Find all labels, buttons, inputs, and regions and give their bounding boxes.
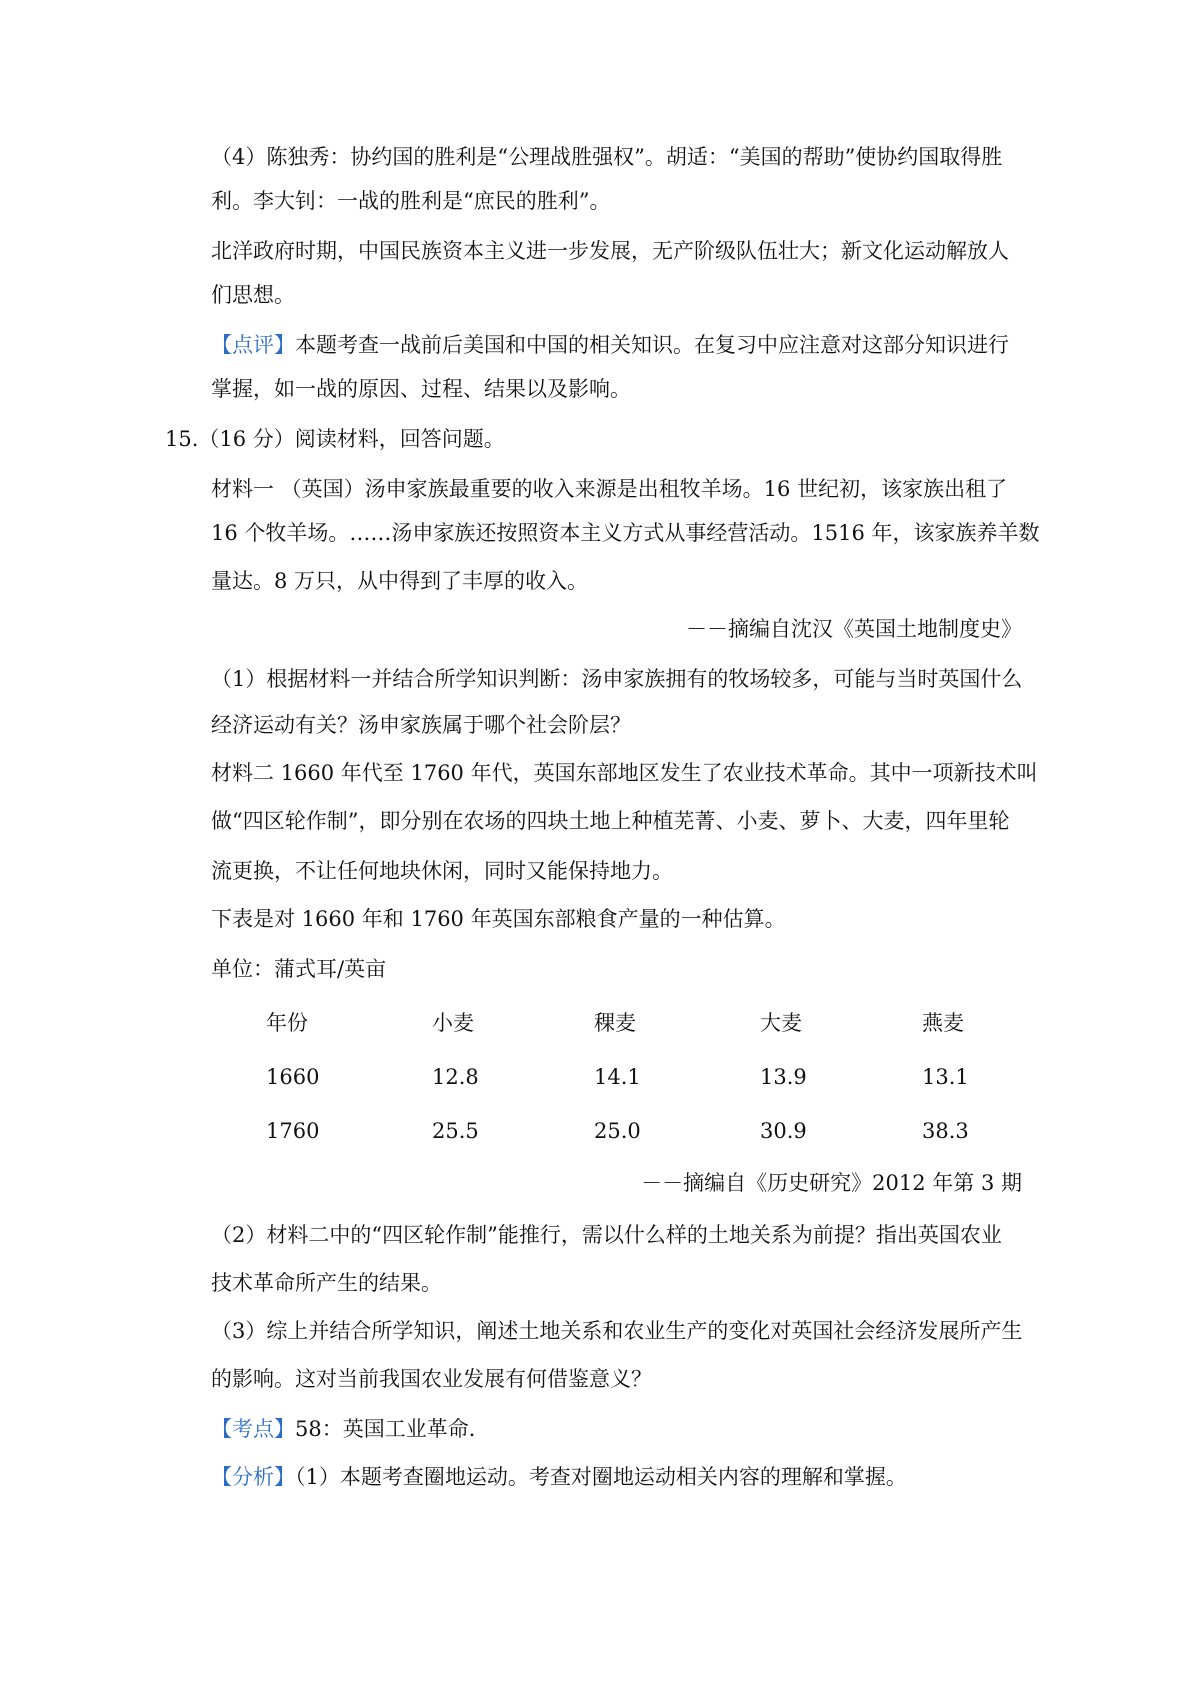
q14-comment-line1	[211, 330, 1009, 360]
sub-question-2-line1: （2）材料二中的“四区轮作制”能推行，需以什么样的土地关系为前提？指出英国农业	[211, 1223, 1002, 1247]
table-header-oats: 燕麦	[922, 1011, 964, 1035]
point-tag: 【考点】	[211, 1417, 295, 1441]
table-cell: 1760	[266, 1119, 320, 1143]
table-cell: 12.8	[432, 1065, 479, 1089]
q14-note-line2: 们思想。	[211, 283, 295, 307]
analysis	[211, 1462, 907, 1492]
source-citation-2: －－摘编自《历史研究》2012 年第 3 期	[641, 1171, 1022, 1195]
table-header-rye: 稞麦	[594, 1011, 636, 1035]
table-cell: 14.1	[594, 1065, 641, 1089]
material2-line3: 流更换，不让任何地块休闲，同时又能保持地力。	[211, 859, 673, 883]
table-cell: 25.0	[594, 1119, 641, 1143]
table-header-wheat: 小麦	[432, 1011, 474, 1035]
source-citation-1: －－摘编自沈汉《英国土地制度史》	[686, 617, 1022, 641]
q14-item4-line1: （4）陈独秀：协约国的胜利是“公理战胜强权”。胡适：“美国的帮助”使协约国取得胜	[211, 145, 1003, 169]
knowledge-point	[211, 1414, 490, 1444]
q14-item4-line2: 利。李大钊：一战的胜利是“庶民的胜利”。	[211, 189, 611, 213]
table-header-year: 年份	[266, 1011, 308, 1035]
table-cell: 38.3	[922, 1119, 969, 1143]
sub-question-1-line2: 经济运动有关？汤申家族属于哪个社会阶层？	[211, 713, 631, 737]
sub-question-3-line1: （3）综上并结合所学知识，阐述土地关系和农业生产的变化对英国社会经济发展所产生	[211, 1319, 1023, 1343]
question-number: 15.	[165, 427, 199, 451]
material2-line2: 做“四区轮作制”，即分别在农场的四块土地上种植芜菁、小麦、萝卜、大麦，四年里轮	[211, 809, 1010, 833]
material2-line1: 材料二 1660 年代至 1760 年代，英国东部地区发生了农业技术革命。其中一项新技术叫	[211, 761, 1038, 785]
comment-tag: 【点评】	[211, 333, 295, 357]
point-text: 58：英国工业革命．	[295, 1417, 490, 1441]
material1-line3: 量达。8 万只，从中得到了丰厚的收入。	[211, 569, 589, 593]
table-intro: 下表是对 1660 年和 1760 年英国东部粮食产量的一种估算。	[211, 907, 786, 931]
analysis-tag: 【分析】	[211, 1465, 295, 1489]
table-unit: 单位：蒲式耳/英亩	[211, 957, 387, 981]
sub-question-3-line2: 的影响。这对当前我国农业发展有何借鉴意义？	[211, 1367, 652, 1391]
table-cell: 13.9	[760, 1065, 807, 1089]
q14-comment-line2: 掌握，如一战的原因、过程、结果以及影响。	[211, 377, 631, 401]
q14-note-line1: 北洋政府时期，中国民族资本主义进一步发展，无产阶级队伍壮大；新文化运动解放人	[211, 239, 1009, 263]
table-cell: 30.9	[760, 1119, 807, 1143]
sub-question-2-line2: 技术革命所产生的结果。	[211, 1271, 442, 1295]
sub-question-1-line1: （1）根据材料一并结合所学知识判断：汤申家族拥有的牧场较多，可能与当时英国什么	[211, 667, 1023, 691]
table-cell: 1660	[266, 1065, 320, 1089]
table-header-barley: 大麦	[760, 1011, 802, 1035]
table-cell: 25.5	[432, 1119, 479, 1143]
q15-header	[165, 424, 505, 454]
material1-line2: 16 个牧羊场。……汤申家族还按照资本主义方式从事经营活动。1516 年，该家族养羊数	[211, 521, 1040, 545]
question-prompt: （16 分）阅读材料，回答问题。	[198, 427, 505, 451]
table-cell: 13.1	[922, 1065, 969, 1089]
comment-text: 本题考查一战前后美国和中国的相关知识。在复习中应注意对这部分知识进行	[295, 333, 1009, 357]
analysis-text: （1）本题考查圈地运动。考查对圈地运动相关内容的理解和掌握。	[295, 1465, 907, 1489]
material1-line1: 材料一 （英国）汤申家族最重要的收入来源是出租牧羊场。16 世纪初，该家族出租了	[211, 477, 1008, 501]
